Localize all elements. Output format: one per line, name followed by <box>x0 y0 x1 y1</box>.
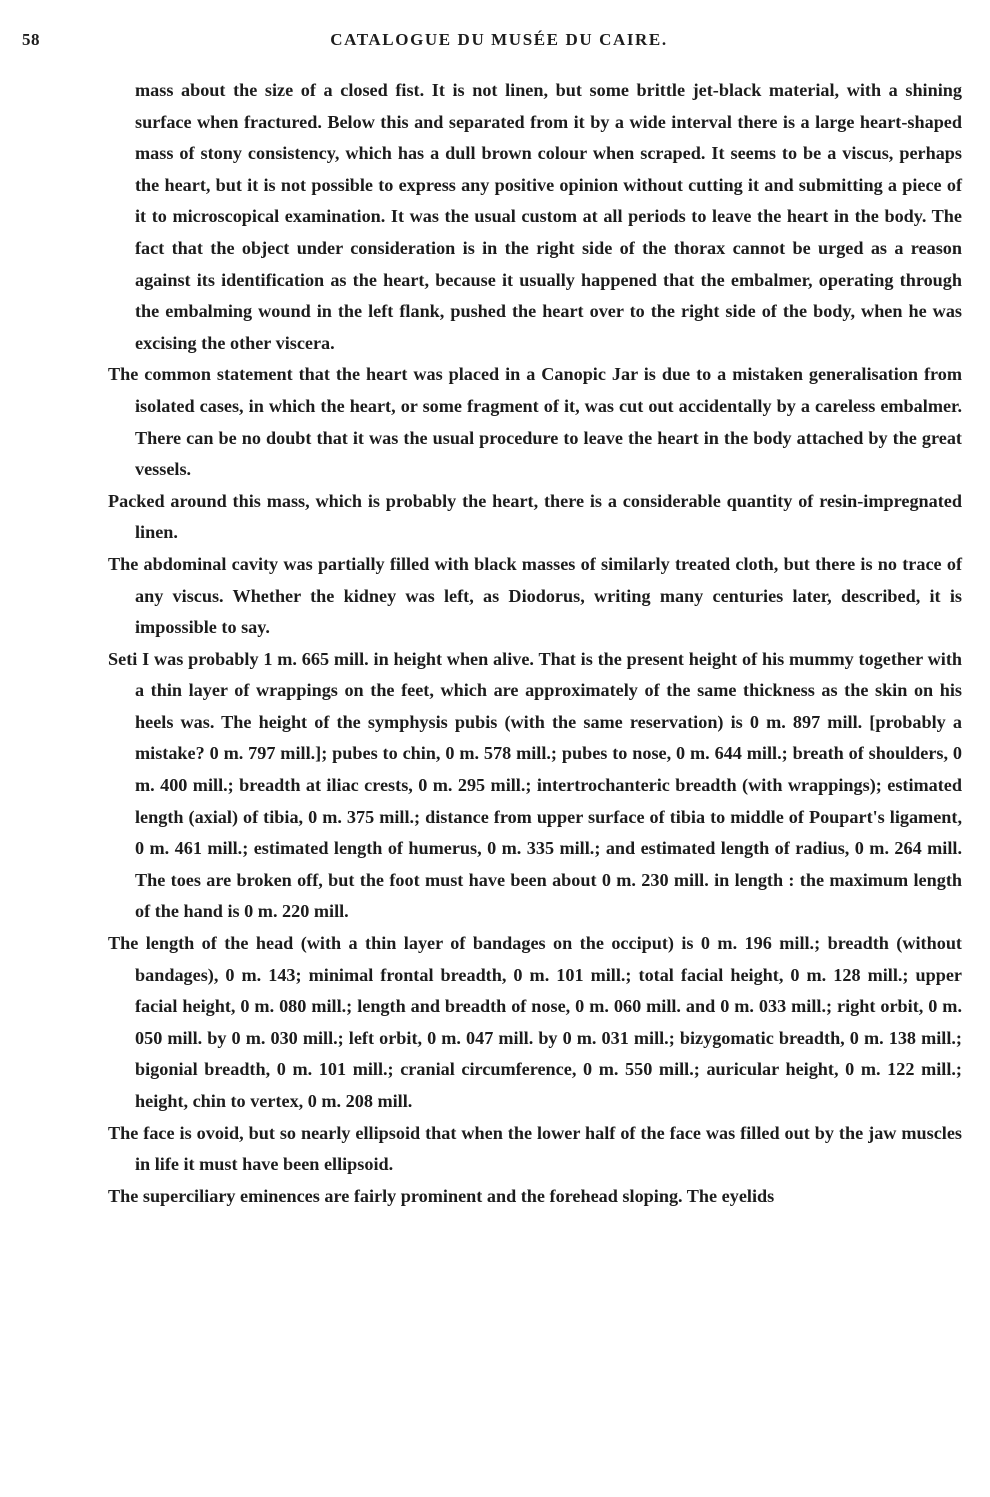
paragraph-heart-canopic-jar: The common statement that the heart was placed in a Canopic Jar is due to a mistaken generalisation from isolated cases, in which the heart, or some fragment of it, was cut out accidentally by a careless embalmer. There can be no doubt that it was the usual procedure to leave the heart in the body attached by the great vessels. <box>108 364 962 480</box>
body-text <box>108 75 962 1212</box>
paragraph-packed-linen: Packed around this mass, which is probably the heart, there is a considerable quantity of resin-impregnated linen. <box>108 490 962 543</box>
paragraph-face-shape: The face is ovoid, but so nearly ellipsoid that when the lower half of the face was filled out by the jaw muscles in life it must have been ellipsoid. <box>108 1122 962 1175</box>
running-title: CATALOGUE DU MUSÉE DU CAIRE. <box>330 30 668 49</box>
paragraph-continued: mass about the size of a closed fist. It is not linen, but some brittle jet-black material, with a shining surface when fractured. Below this and separated from it by a wide interval there is a large heart-shaped mass of stony consistency, which has a dull brown colour when scraped. It seems to be a viscus, perhaps the heart, but it is not possible to express any positive opinion without cutting it and submitting a piece of it to microscopical examination. It was the usual custom at all periods to leave the heart in the body. The fact that the object under consideration is in the right side of the thorax cannot be urged as a reason against its identification as the heart, because it usually happened that the embalmer, operating through the embalming wound in the left flank, pushed the heart over to the right side of the body, when he was excising the other viscera. <box>135 80 962 353</box>
paragraph-abdominal-cavity: The abdominal cavity was partially filled with black masses of similarly treated cloth, but there is no trace of any viscus. Whether the kidney was left, as Diodorus, writing many centuries later, described, it is impossible to say. <box>108 553 962 638</box>
page-number: 58 <box>22 30 40 49</box>
paragraph-superciliary: The superciliary eminences are fairly prominent and the forehead sloping. The eyelids <box>108 1185 775 1206</box>
paragraph-head-measurements: The length of the head (with a thin layer of bandages on the occiput) is 0 m. 196 mill.; breadth (without bandages), 0 m. 143; minimal frontal breadth, 0 m. 101 mill.; total facial height, 0 m. 128 mill.; upper facial height, 0 m. 080 mill.; length and breadth of nose, 0 m. 060 mill. and 0 m. 033 mill.; right orbit, 0 m. 050 mill. by 0 m. 030 mill.; left orbit, 0 m. 047 mill. by 0 m. 031 mill.; bizygomatic breadth, 0 m. 138 mill.; bigonial breadth, 0 m. 101 mill.; cranial circumference, 0 m. 550 mill.; auricular height, 0 m. 122 mill.; height, chin to vertex, 0 m. 208 mill. <box>108 933 962 1111</box>
paragraph-body-measurements: Seti I was probably 1 m. 665 mill. in height when alive. That is the present height of his mummy together with a thin layer of wrappings on the feet, which are approximately of the same thickness as the skin on his heels was. The height of the symphysis pubis (with the same reservation) is 0 m. 897 mill. [probably a mistake? 0 m. 797 mill.]; pubes to chin, 0 m. 578 mill.; pubes to nose, 0 m. 644 mill.; breath of shoulders, 0 m. 400 mill.; breadth at iliac crests, 0 m. 295 mill.; intertrochanteric breadth (with wrappings); estimated length (axial) of tibia, 0 m. 375 mill.; distance from upper surface of tibia to middle of Poupart's ligament, 0 m. 461 mill.; estimated length of humerus, 0 m. 335 mill.; and estimated length of radius, 0 m. 264 mill. The toes are broken off, but the foot must have been about 0 m. 230 mill. in length : the maximum length of the hand is 0 m. 220 mill. <box>108 648 962 922</box>
